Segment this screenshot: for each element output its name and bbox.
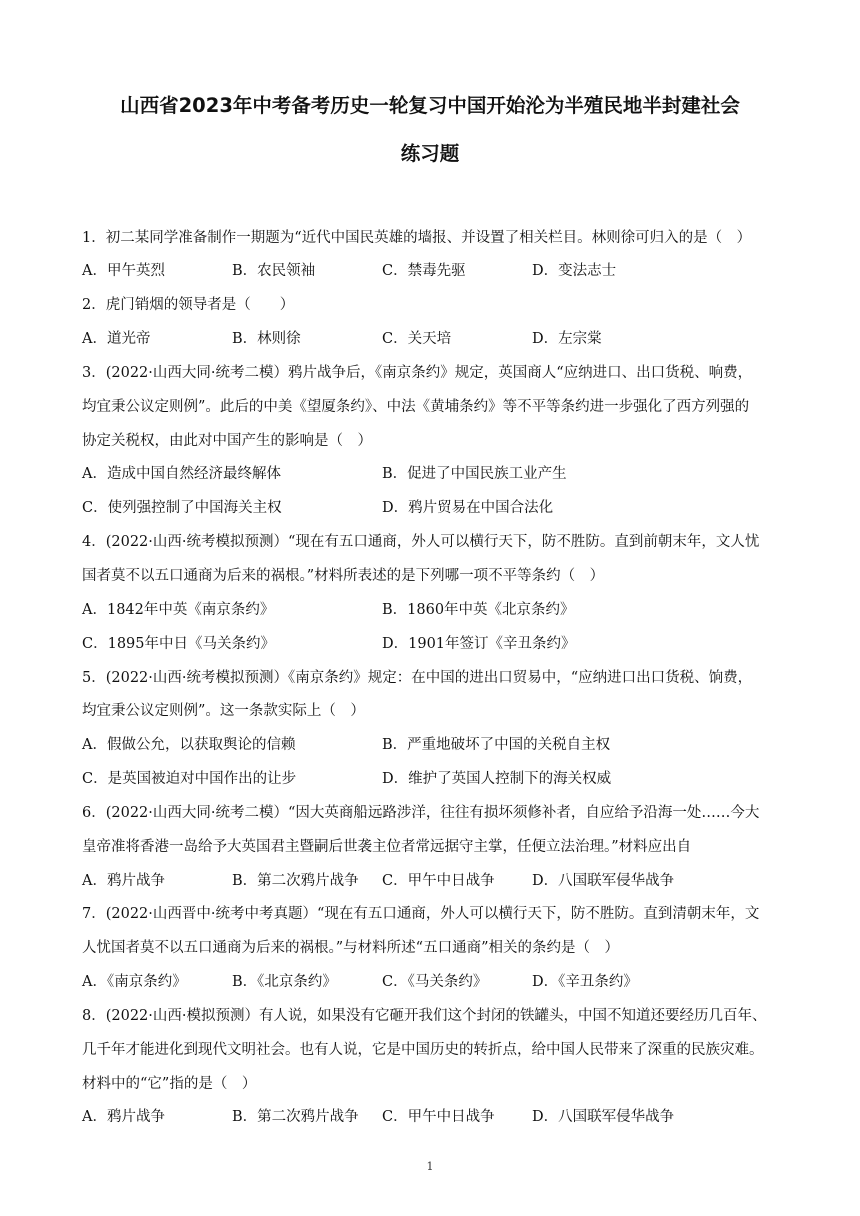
question-3-option-c: C．使列强控制了中国海关主权	[82, 500, 282, 516]
question-8-stem-line-1: 8．(2022·山西·模拟预测）有人说，如果没有它砸开我们这个封闭的铁罐头，中国不知道还要经历几百年、	[82, 1008, 767, 1024]
question-1-option-d: D．变法志士	[532, 263, 617, 279]
question-5-option-b: B．严重地破坏了中国的关税自主权	[382, 737, 611, 753]
question-7-option-a: A．《南京条约》	[82, 974, 187, 990]
question-6-stem-line-2: 皇帝准将香港一岛给予大英国君主暨嗣后世袭主位者常远据守主掌，任便立法治理。”材料应出自	[82, 839, 692, 855]
question-3-option-a: A．造成中国自然经济最终解体	[82, 466, 281, 482]
question-1-stem: 1．初二某同学准备制作一期题为“近代中国民英雄的墙报、并设置了相关栏目。林则徐可归入的是（ ）	[82, 230, 752, 246]
question-8-stem-line-2: 几千年才能进化到现代文明社会。也有人说，它是中国历史的转折点，给中国人民带来了深重的民族灾难。	[82, 1042, 764, 1058]
question-8-option-b: B．第二次鸦片战争	[232, 1109, 359, 1125]
page-number: 1	[426, 1160, 434, 1173]
question-3-option-b: B．促进了中国民族工业产生	[382, 466, 567, 482]
question-4-stem-line-2: 国者莫不以五口通商为后来的祸根。”材料所表述的是下列哪一项不平等条约（ ）	[82, 568, 605, 584]
question-5-option-c: C．是英国被迫对中国作出的让步	[82, 771, 297, 787]
question-7-option-c: C．《马关条约》	[382, 974, 488, 990]
question-3-stem-line-3: 协定关税权，由此对中国产生的影响是（ ）	[82, 433, 372, 449]
question-5-stem-line-1: 5．(2022·山西·统考模拟预测）《南京条约》规定：在中国的进出口贸易中，“应纳进口出口货税、饷费，	[82, 670, 753, 686]
question-2-option-c: C．关天培	[382, 331, 452, 347]
question-2-option-b: B．林则徐	[232, 331, 301, 347]
document-title-line-1: 山西省2023年中考备考历史一轮复习中国开始沦为半殖民地半封建社会	[120, 94, 740, 117]
question-8-option-c: C．甲午中日战争	[382, 1109, 495, 1125]
question-5-stem-line-2: 均宜秉公议定则例”。这一条款实际上（ ）	[82, 703, 365, 719]
document-title-line-2: 练习题	[400, 142, 460, 165]
question-3-stem-line-2: 均宜秉公议定则例”。此后的中美《望厦条约》、中法《黄埔条约》等不平等条约进一步强化了西方列强的	[82, 399, 750, 415]
question-2-stem: 2．虎门销烟的领导者是（ ）	[82, 297, 295, 313]
question-8-stem-line-3: 材料中的“它”指的是（ ）	[82, 1076, 257, 1092]
question-7-stem-line-2: 人忧国者莫不以五口通商为后来的祸根。”与材料所述“五口通商”相关的条约是（ ）	[82, 940, 619, 956]
question-6-option-b: B．第二次鸦片战争	[232, 873, 359, 889]
question-8-option-d: D．八国联军侵华战争	[532, 1109, 675, 1125]
question-8-option-a: A．鸦片战争	[82, 1109, 165, 1125]
question-5-option-a: A．假做公允，以获取舆论的信赖	[82, 737, 296, 753]
question-4-option-c: C．1895年中日《马关条约》	[82, 636, 275, 652]
question-7-option-d: D．《辛丑条约》	[532, 974, 638, 990]
question-1-option-b: B．农民领袖	[232, 263, 316, 279]
question-7-option-b: B．《北京条约》	[232, 974, 337, 990]
question-1-option-c: C．禁毒先驱	[382, 263, 466, 279]
question-1-option-a: A．甲午英烈	[82, 263, 165, 279]
question-2-option-d: D．左宗棠	[532, 331, 602, 347]
question-3-option-d: D．鸦片贸易在中国合法化	[382, 500, 554, 516]
question-6-option-d: D．八国联军侵华战争	[532, 873, 675, 889]
question-6-stem-line-1: 6．(2022·山西大同·统考二模）“因大英商船远路涉洋，往往有损坏须修补者，自应给予沿海一处……今大	[82, 805, 760, 821]
question-7-stem-line-1: 7．(2022·山西晋中·统考中考真题）“现在有五口通商，外人可以横行天下，防不胜防。直到清朝末年，文	[82, 906, 760, 922]
question-6-option-c: C．甲午中日战争	[382, 873, 495, 889]
question-5-option-d: D．维护了英国人控制下的海关权威	[382, 771, 612, 787]
question-4-stem-line-1: 4．(2022·山西·统考模拟预测）“现在有五口通商，外人可以横行天下，防不胜防。直到前朝末年，文人忧	[82, 534, 760, 550]
question-6-option-a: A．鸦片战争	[82, 873, 165, 889]
question-3-stem-line-1: 3．(2022·山西大同·统考二模）鸦片战争后，《南京条约》规定，英国商人“应纳进口、出口货税、响费，	[82, 365, 753, 381]
question-4-option-d: D．1901年签订《辛丑条约》	[382, 636, 576, 652]
question-4-option-b: B．1860年中英《北京条约》	[382, 602, 575, 618]
question-4-option-a: A．1842年中英《南京条约》	[82, 602, 275, 618]
question-2-option-a: A．道光帝	[82, 331, 151, 347]
